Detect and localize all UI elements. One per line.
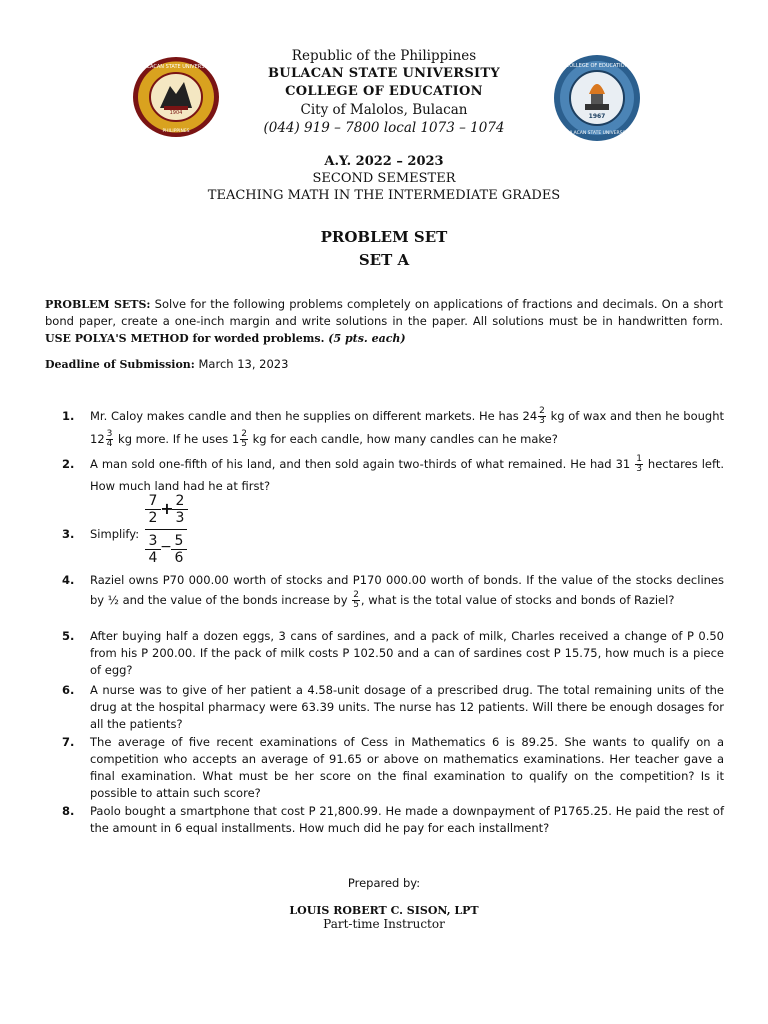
- course-info: [0, 153, 768, 204]
- problem-number: 6.: [62, 683, 75, 697]
- fraction: $\frac{2}{3}$: [539, 406, 545, 426]
- deadline-label: Deadline of Submission:: [45, 358, 195, 371]
- semester: SECOND SEMESTER: [312, 171, 456, 186]
- svg-text:1967: 1967: [588, 113, 606, 120]
- problem-number: 8.: [62, 804, 75, 818]
- problem-item: 7. The average of five recent examinations of Cess in Mathematics 6 is 89.25. She wants to qualify on a competition who accepts an average of 91.65 or above on mathematics examinations. Her teacher gave a final examination. What must be her score on the final examination to qualify on the competition? Is it possible to attain such score?: [62, 735, 724, 800]
- city-line: City of Malolos, Bulacan: [300, 102, 468, 118]
- svg-text:BULACAN STATE UNIVERSITY: BULACAN STATE UNIVERSITY: [140, 64, 212, 70]
- svg-text:1904: 1904: [169, 110, 183, 116]
- title-line-2: SET A: [358, 251, 410, 269]
- svg-text:PHILIPPINES: PHILIPPINES: [162, 129, 190, 134]
- deadline-value: March 13, 2023: [194, 357, 289, 371]
- problem-item: 2. A man sold one-fifth of his land, and then sold again two-thirds of what remained. He had 31 $\frac{1}{3}$ hectares left. How much land had he at first?: [62, 454, 724, 493]
- problem-item: 4. Raziel owns P70 000.00 worth of stocks and P170 000.00 worth of bonds. If the value of the stocks declines by ½ and the value of the bonds increase by $\frac{2}{5}$ , what is the total value of stocks and bonds of Raziel?: [62, 570, 724, 610]
- university-name: BULACAN STATE UNIVERSITY: [268, 66, 500, 81]
- problem-item: 1. Mr. Caloy makes candle and then he supplies on different markets. He has 24 $\frac{2}{3}$ kg of wax and then he bought 12 $\frac{3}{4}$ kg more. If he uses 1 $\frac{2}{5}$ kg for each candle, how many candles can he make?: [62, 406, 724, 449]
- plus-operator: +: [160, 499, 174, 518]
- fraction: 5 6: [171, 533, 187, 566]
- letterhead: [0, 47, 768, 137]
- fraction: 3 4: [145, 533, 161, 566]
- problem-item: 8. Paolo bought a smartphone that cost P 21,800.99. He made a downpayment of P1765.25. He paid the rest of the amount in 6 equal installments. How much did he pay for each installment?: [62, 804, 724, 835]
- title-line-1: PROBLEM SET: [320, 228, 448, 246]
- problem-number: 3.: [62, 527, 75, 541]
- svg-text:COLLEGE OF EDUCATION: COLLEGE OF EDUCATION: [565, 63, 629, 69]
- signatory: [0, 904, 768, 931]
- simplify-label: Simplify:: [90, 527, 140, 541]
- deadline: [45, 357, 288, 371]
- svg-text:BULACAN STATE UNIVERSITY: BULACAN STATE UNIVERSITY: [564, 131, 630, 136]
- fraction: $\frac{2}{5}$: [353, 590, 359, 610]
- main-fraction-bar: [145, 529, 187, 530]
- republic-line: Republic of the Philippines: [291, 48, 477, 64]
- phone-line: (044) 919 – 7800 local 1073 – 1074: [263, 120, 505, 136]
- problem-number: 7.: [62, 735, 75, 749]
- instructions: [45, 296, 723, 347]
- subject: TEACHING MATH IN THE INTERMEDIATE GRADES: [207, 188, 561, 203]
- problem-number: 4.: [62, 573, 75, 587]
- problem-number: 2.: [62, 457, 75, 471]
- instructions-label: PROBLEM SETS:: [45, 298, 151, 311]
- fraction: $\frac{1}{3}$: [636, 454, 642, 474]
- fraction: $\frac{2}{5}$: [241, 429, 247, 449]
- problem-item: 5. After buying half a dozen eggs, 3 cans of sardines, and a pack of milk, Charles received a change of P 0.50 from his P 200.00. If the pack of milk costs P 102.50 and a can of sardines cost P 15.75, how much is a piece of egg?: [62, 629, 724, 677]
- instructions-text: Solve for the following problems completely on applications of fractions and decimals. On a short bond paper, create a one-inch margin and write solutions in the paper. All solutions must be in handwritten form.: [45, 297, 724, 328]
- problem-number: 5.: [62, 629, 75, 643]
- signatory-role: Part-time Instructor: [323, 917, 445, 931]
- fraction: $\frac{3}{4}$: [106, 429, 113, 449]
- fraction: 2 3: [172, 493, 188, 526]
- academic-year: A.Y. 2022 – 2023: [324, 154, 444, 169]
- page-title: [0, 226, 768, 272]
- minus-operator: −: [160, 539, 172, 555]
- points-note: (5 pts. each): [324, 332, 406, 345]
- problem-number: 1.: [62, 409, 75, 423]
- problem-item: 6. A nurse was to give of her patient a 4.58-unit dosage of a prescribed drug. The total remaining units of the drug at the hospital pharmacy were 63.39 units. The nurse has 12 patients. Will there be enough dosages for all the patients?: [62, 683, 724, 731]
- signatory-name: LOUIS ROBERT C. SISON, LPT: [289, 904, 479, 917]
- fraction: 7 2: [145, 493, 161, 526]
- prepared-by-label: Prepared by:: [347, 876, 421, 890]
- college-name: COLLEGE OF EDUCATION: [285, 84, 483, 99]
- polya-note: USE POLYA'S METHOD for worded problems.: [45, 332, 325, 345]
